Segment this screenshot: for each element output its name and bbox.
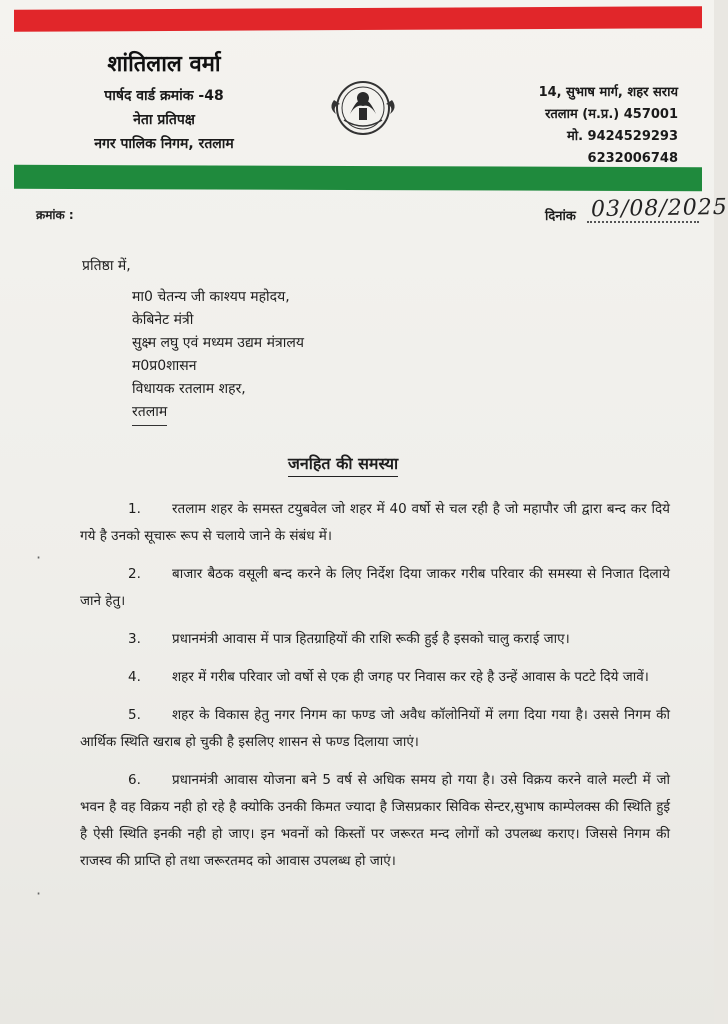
item-number: 6. xyxy=(128,772,141,788)
date-field xyxy=(545,194,728,236)
list-item xyxy=(80,767,670,875)
recipient-title: केबिनेट मंत्री xyxy=(132,312,194,328)
list-item xyxy=(80,561,670,615)
hole-punch-mark: · xyxy=(36,548,42,567)
letterhead-address xyxy=(539,82,678,170)
recipient-name: मा0 चेतन्य जी काश्यप महोदय, xyxy=(132,289,290,305)
municipal-emblem-icon xyxy=(326,70,400,146)
recipient-government: म0प्र0शासन xyxy=(132,358,197,374)
item-text: प्रधानमंत्री आवास में पात्र हितग्राहियों की राशि रूकी हुई है इसको चालु कराई जाए। xyxy=(172,631,570,647)
sender-organization: नगर पालिक निगम, रतलाम xyxy=(94,136,234,152)
recipient-city: रतलाम xyxy=(132,401,167,426)
item-number: 4. xyxy=(128,669,141,685)
recipient-constituency: विधायक रतलाम शहर, xyxy=(132,381,246,397)
item-text: प्रधानमंत्री आवास योजना बने 5 वर्ष से अधिक समय हो गया है। उसे विक्रय करने वाले मल्टी में जो भवन है वह विक्रय नही हो रहे है क्योकि उनकी किमत ज्यादा है जिसप्रकार सिविक सेन्टर,सुभाष काम्पेलक्स की स्थिति हुई है ऐसी स्थिति इनकी नही हो जाए। इन भवनों को किस्तों पर जरूरत मन्द लोगों को उपलब्ध कराए। जिससे निगम की राजस्व की प्राप्ति हो तथा जरूरतमद को आवास उपलब्ध हो जाएं। xyxy=(80,772,670,869)
item-text: बाजार बैठक वसूली बन्द करने के लिए निर्देश दिया जाकर गरीब परिवार की समस्या से निजात दिलाये जाने हेतु। xyxy=(80,566,670,609)
item-text: शहर में गरीब परिवार जो वर्षो से एक ही जगह पर निवास कर रहे है उन्हें आवास के पटटे दिये जावें। xyxy=(172,669,649,685)
bottom-green-band xyxy=(14,165,702,191)
recipient-address-block xyxy=(132,286,304,426)
letterhead-left xyxy=(64,48,264,156)
issue-list xyxy=(80,496,670,886)
item-number: 1. xyxy=(128,501,141,517)
item-number: 3. xyxy=(128,631,141,647)
salutation: प्रतिष्ठा में, xyxy=(82,258,131,274)
hole-punch-mark: · xyxy=(36,884,42,903)
list-item xyxy=(80,664,670,691)
list-item xyxy=(80,496,670,550)
item-number: 2. xyxy=(128,566,141,582)
sender-designation-ward: पार्षद वार्ड क्रमांक -48 xyxy=(104,88,224,104)
address-city: रतलाम (म.प्र.) 457001 xyxy=(545,107,678,122)
phone-primary: मो. 9424529293 xyxy=(566,129,678,144)
list-item xyxy=(80,702,670,756)
date-handwritten-value: 03/08/2025 xyxy=(590,194,728,223)
item-number: 5. xyxy=(128,707,141,723)
subject-heading: जनहित की समस्या xyxy=(288,452,398,477)
date-label: दिनांक xyxy=(545,209,576,224)
item-text: शहर के विकास हेतु नगर निगम का फण्ड जो अवैध कॉलोनियों में लगा दिया गया है। उससे निगम की आर्थिक स्थिति खराब हो चुकी है इसलिए शासन से फण्ड दिलाया जाएं। xyxy=(80,707,670,750)
phone-secondary: 6232006748 xyxy=(587,151,678,166)
address-street: 14, सुभाष मार्ग, शहर सराय xyxy=(538,85,678,100)
sender-designation-role: नेता प्रतिपक्ष xyxy=(133,112,195,128)
top-red-band xyxy=(14,6,702,32)
list-item xyxy=(80,626,670,653)
sender-name: शांतिलाल वर्मा xyxy=(107,52,221,77)
item-text: रतलाम शहर के समस्त टयुबवेल जो शहर में 40 वर्षो से चल रही है जो महापौर जी द्वारा बन्द कर दिये गये है उनको सूचारू रूप से चलाये जाने के संबंध में। xyxy=(80,501,670,544)
reference-number-label: क्रमांक : xyxy=(36,208,74,222)
recipient-ministry: सुक्ष्म लघु एवं मध्यम उद्यम मंत्रालय xyxy=(132,335,304,351)
